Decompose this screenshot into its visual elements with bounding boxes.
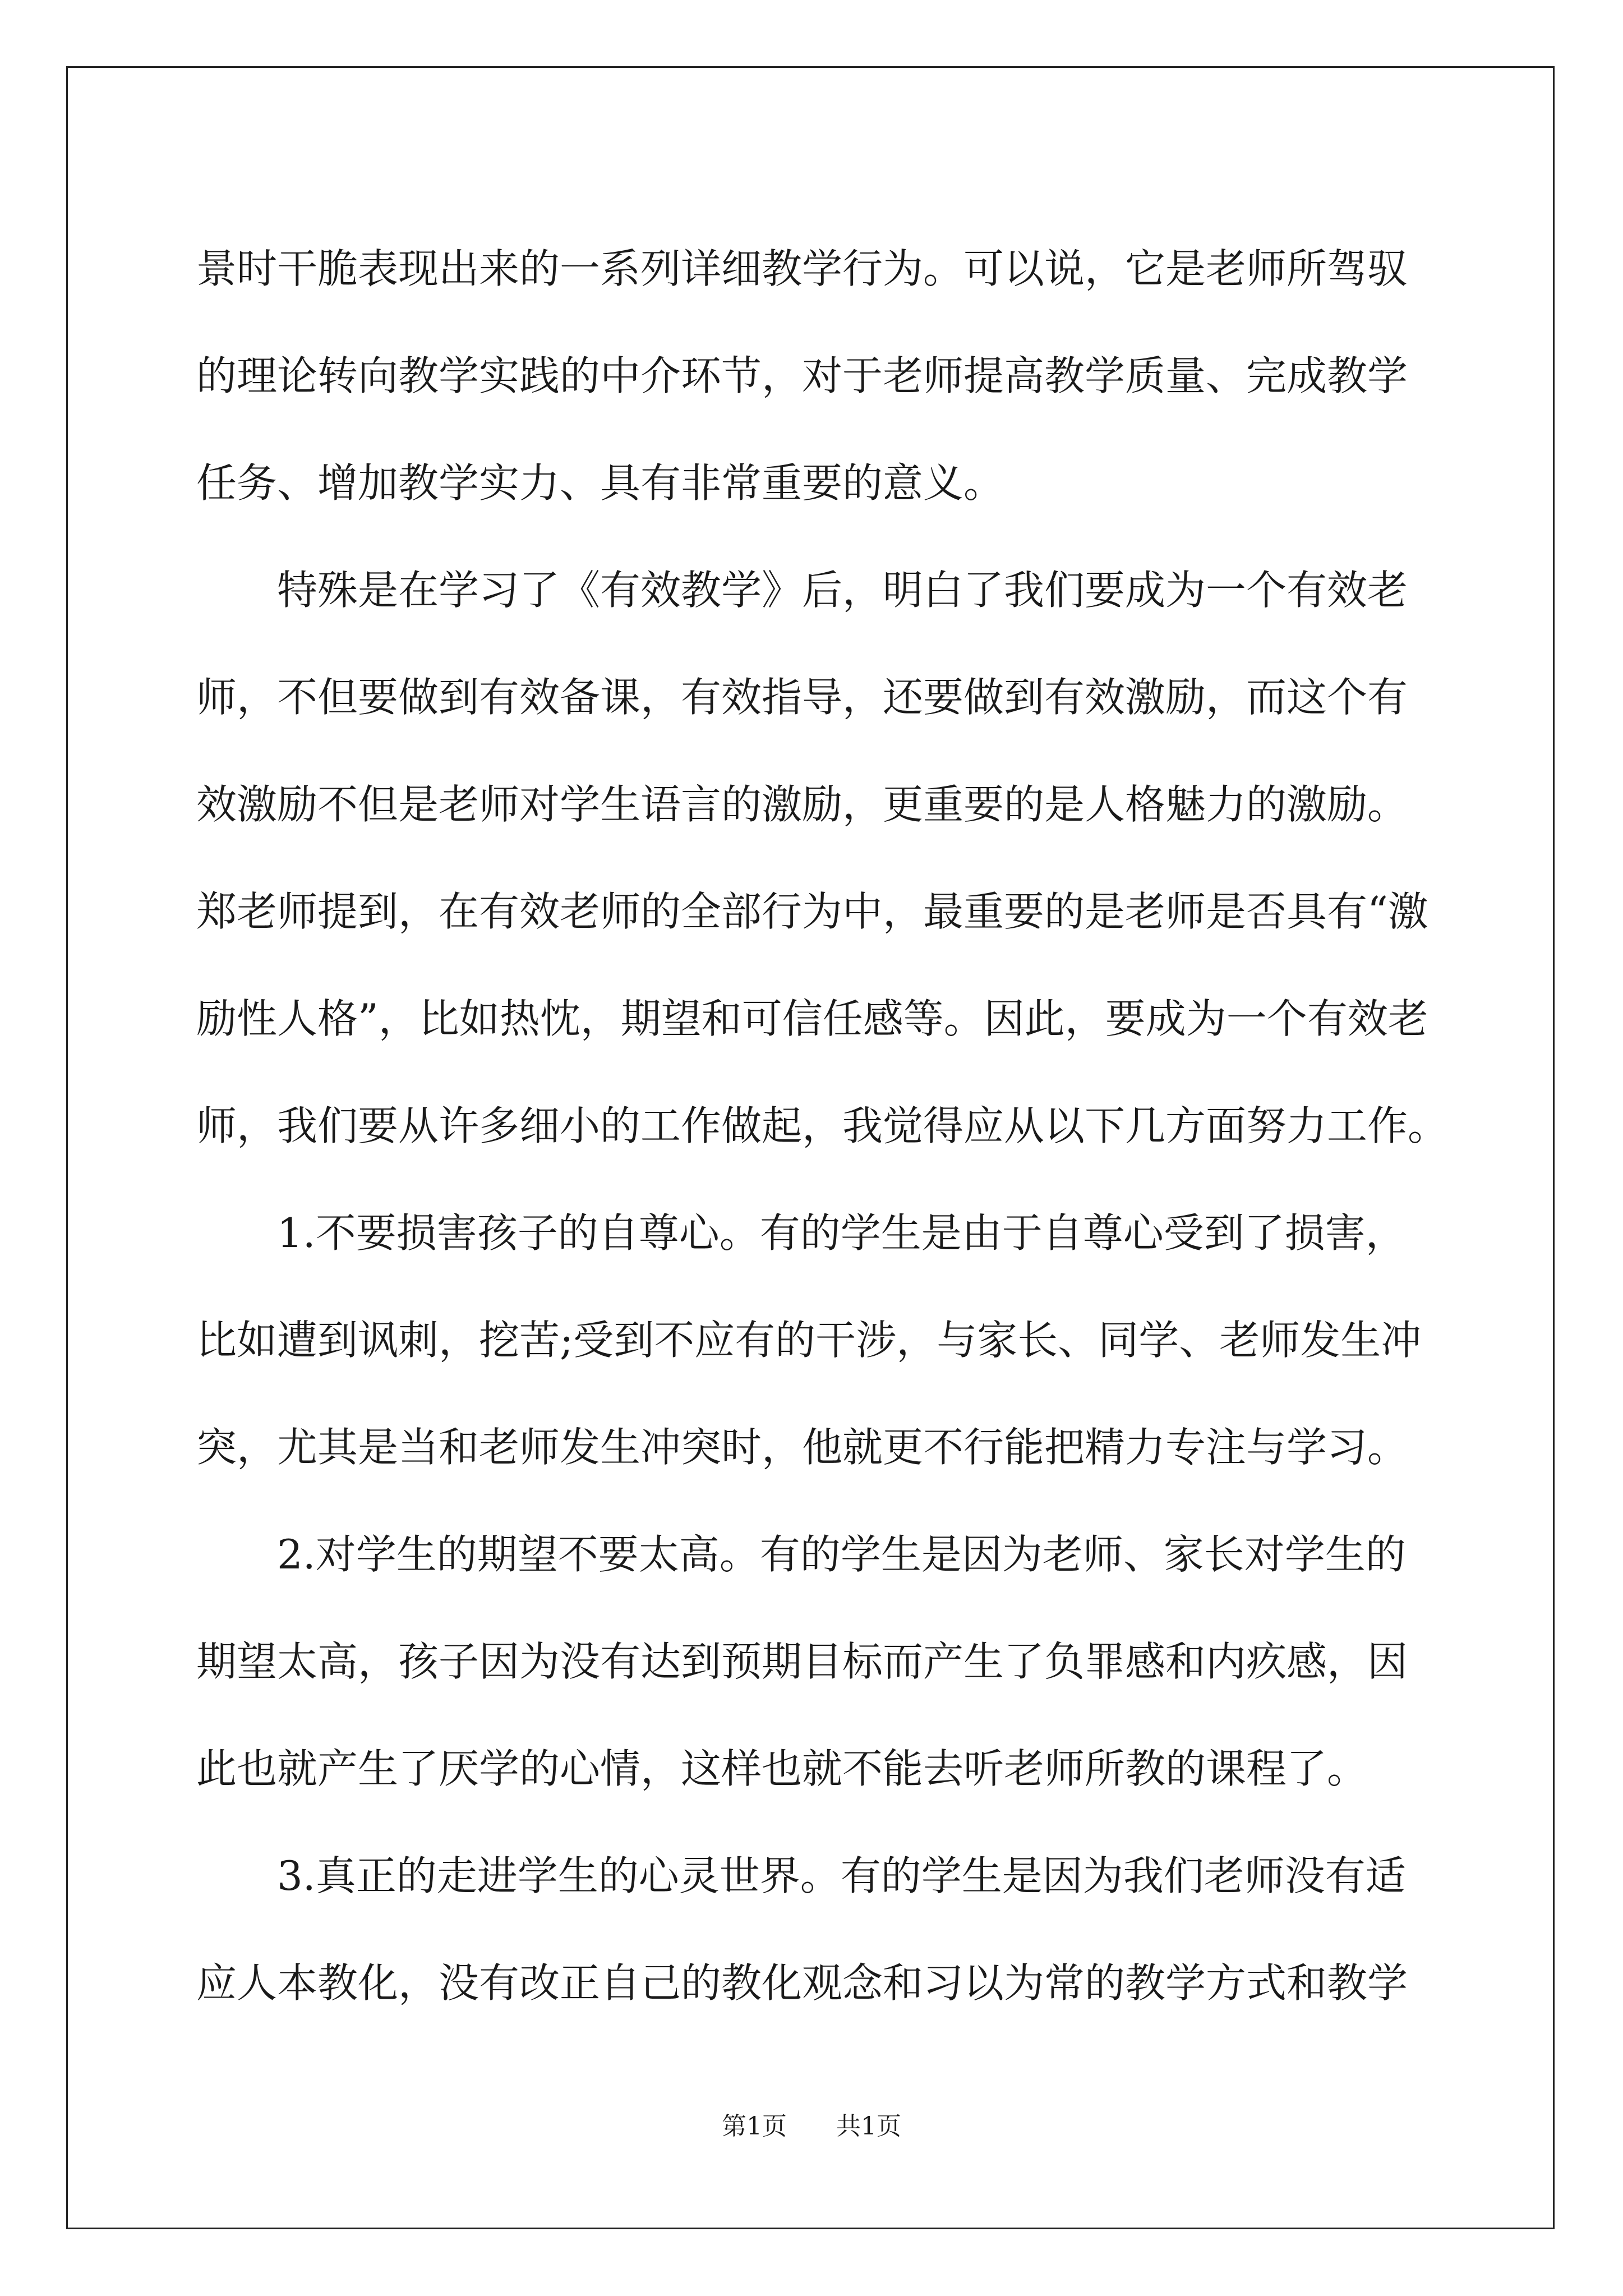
text-line: 特殊是在学习了《有效教学》后，明白了我们要成为一个有效老 [277, 567, 1408, 614]
text-line: 应人本教化，没有改正自己的教化观念和习以为常的教学方式和教学 [196, 1959, 1408, 2007]
text-line: 此也就产生了厌学的心情，这样也就不能去听老师所教的课程了。 [196, 1745, 1368, 1792]
page-total: 共1页 [836, 2112, 901, 2141]
text-line: 郑老师提到，在有效老师的全部行为中，最重要的是老师是否具有“激 [196, 888, 1428, 935]
text-line: 期望太高，孩子因为没有达到预期目标而产生了负罪感和内疚感，因 [196, 1638, 1408, 1685]
text-line: 景时干脆表现出来的一系列详细教学行为。可以说，它是老师所驾驭 [196, 245, 1408, 292]
text-line: 励性人格”，比如热忱，期望和可信任感等。因此，要成为一个有效老 [196, 995, 1428, 1042]
text-line: 2.对学生的期望不要太高。有的学生是因为老师、家长对学生的 [277, 1531, 1406, 1578]
text-line: 1.不要损害孩子的自尊心。有的学生是由于自尊心受到了损害， [277, 1209, 1406, 1257]
text-line: 3.真正的走进学生的心灵世界。有的学生是因为我们老师没有适 [277, 1852, 1406, 1899]
text-line: 比如遭到讽刺，挖苦;受到不应有的干涉，与家长、同学、老师发生冲 [196, 1317, 1422, 1364]
page-footer [0, 2106, 1623, 2142]
text-line: 效激励不但是老师对学生语言的激励，更重要的是人格魅力的激励。 [196, 781, 1408, 828]
text-line: 师，不但要做到有效备课，有效指导，还要做到有效激励，而这个有 [196, 674, 1408, 721]
text-line: 突，尤其是当和老师发生冲突时，他就更不行能把精力专注与学习。 [196, 1424, 1408, 1471]
text-line: 师，我们要从许多细小的工作做起，我觉得应从以下几方面努力工作。 [196, 1102, 1449, 1149]
document-body [196, 215, 1449, 2037]
text-line: 任务、增加教学实力、具有非常重要的意义。 [196, 459, 1004, 507]
text-line: 的理论转向教学实践的中介环节，对于老师提高教学质量、完成教学 [196, 352, 1408, 399]
page-number: 第1页 [722, 2112, 787, 2141]
